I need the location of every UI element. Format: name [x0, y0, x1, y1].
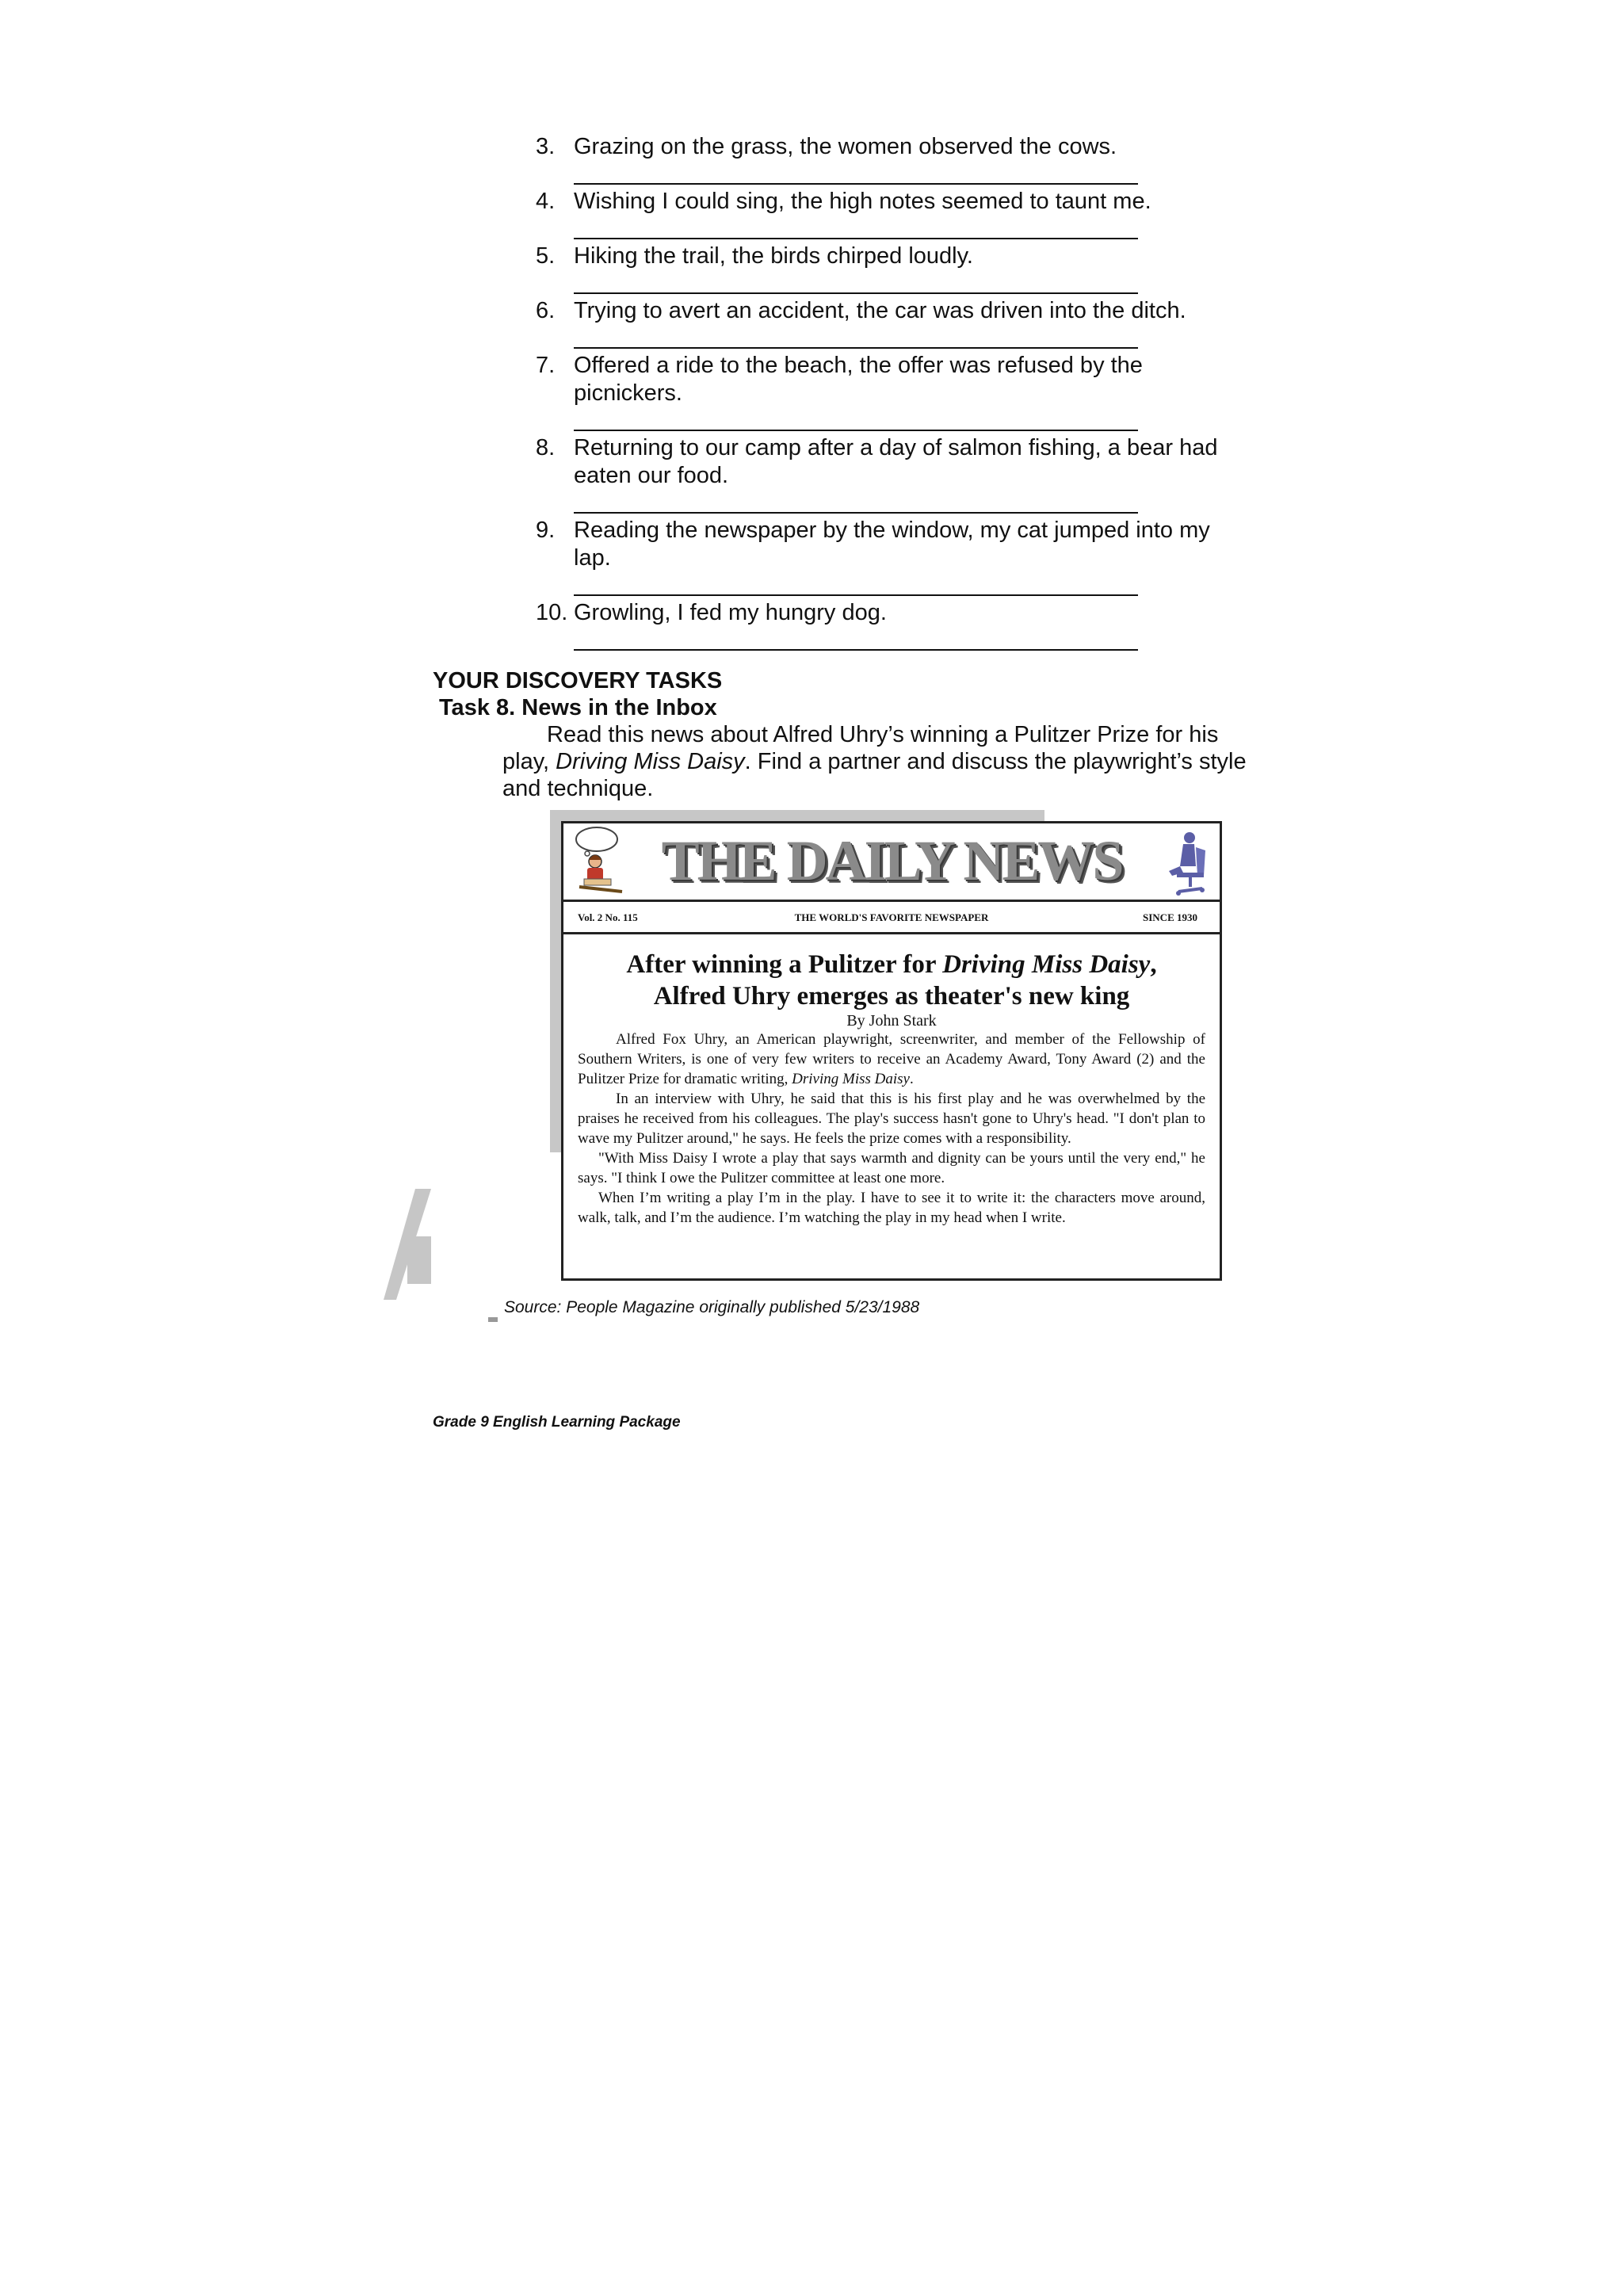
newspaper-name: THE DAILY NEWS [661, 829, 1122, 892]
exercise-item [536, 133, 1249, 185]
page-footer: Grade 9 English Learning Package [433, 1414, 681, 1431]
volume-number: Vol. 2 No. 115 [578, 911, 638, 923]
exercise-item [536, 188, 1249, 239]
answer-line[interactable] [574, 270, 1138, 294]
since-year: SINCE 1930 [1143, 911, 1197, 923]
answer-line[interactable] [574, 407, 1138, 431]
exercise-item [536, 243, 1249, 294]
exercise-number: 9. [536, 518, 556, 543]
exercise-number: 7. [536, 353, 556, 378]
newspaper-info-bar [563, 902, 1220, 934]
source-marker [488, 1317, 498, 1322]
exercise-item [536, 517, 1249, 596]
section-heading: YOUR DISCOVERY TASKS [433, 668, 723, 693]
newspaper-clipping [561, 821, 1222, 1281]
chair-clipart-icon [1161, 830, 1213, 896]
exercise-number: 5. [536, 243, 556, 269]
exercise-sentence: Trying to avert an accident, the car was driven into the ditch. [574, 298, 1186, 323]
exercise-sentence: Offered a ride to the beach, the offer was refused by the picnickers. [574, 353, 1143, 406]
exercise-sentence: Reading the newspaper by the window, my cat jumped into my lap. [574, 518, 1210, 571]
play-title: Driving Miss Daisy [556, 749, 745, 774]
answer-line[interactable] [574, 572, 1138, 596]
article-paragraph: Alfred Fox Uhry, an American playwright, screenwriter, and member of the Fellowship of Southern Writers, is one of very few writers to receive an Academy Award, Tony Award (2) and the Pulitzer Prize for dramatic writing, Driving Miss Daisy. [578, 1031, 1205, 1087]
article-paragraph: In an interview with Uhry, he said that this is his first play and he was overwhelmed by the praises he received from his colleagues. The play's success hasn't gone to Uhry's head. "I don't plan to wave my Pulitzer around," he says. He feels the prize comes with a responsibility. [578, 1091, 1205, 1147]
exercise-number: 3. [536, 134, 556, 159]
exercise-list [536, 133, 1249, 651]
answer-line[interactable] [574, 161, 1138, 185]
exercise-item [536, 352, 1249, 431]
article-paragraph: "With Miss Daisy I wrote a play that says warmth and dignity can be yours until the very end," he says. "I think I owe the Pulitzer committee at least one more. [578, 1150, 1205, 1186]
exercise-sentence: Wishing I could sing, the high notes seemed to taunt me. [574, 189, 1151, 214]
exercise-number: 10. [536, 600, 568, 625]
exercise-sentence: Grazing on the grass, the women observed the cows. [574, 134, 1117, 159]
answer-line[interactable] [574, 325, 1138, 349]
newspaper-masthead [563, 823, 1220, 902]
exercise-item [536, 599, 1249, 651]
article-byline: By John Stark [846, 1012, 937, 1030]
exercise-item [536, 297, 1249, 349]
answer-line[interactable] [574, 490, 1138, 514]
exercise-number: 4. [536, 189, 556, 214]
article-body [563, 1030, 1220, 1228]
task-heading: Task 8. News in the Inbox [439, 695, 717, 720]
answer-line[interactable] [574, 627, 1138, 651]
exercise-number: 8. [536, 435, 556, 460]
article-headline: After winning a Pulitzer for Driving Miss Daisy, Alfred Uhry emerges as theater's new king [626, 950, 1157, 1010]
exercise-number: 6. [536, 298, 556, 323]
watermark-mark [384, 1189, 431, 1300]
exercise-item [536, 434, 1249, 514]
source-citation: Source: People Magazine originally published 5/23/1988 [504, 1298, 920, 1316]
task-instructions: Read this news about Alfred Uhry’s winning a Pulitzer Prize for his play, Driving Miss Daisy. Find a partner and discuss the playwright’s style and technique. [502, 722, 1247, 801]
exercise-sentence: Growling, I fed my hungry dog. [574, 600, 887, 625]
discovery-section [433, 667, 1304, 802]
article-paragraph: When I’m writing a play I’m in the play. I have to see it to write it: the characters move around, walk, talk, and I’m the audience. I’m watching the play in my head when I write. [578, 1190, 1205, 1226]
exercise-sentence: Returning to our camp after a day of salmon fishing, a bear had eaten our food. [574, 435, 1218, 488]
answer-line[interactable] [574, 216, 1138, 239]
exercise-sentence: Hiking the trail, the birds chirped loudly. [574, 243, 973, 269]
newspaper-tagline: THE WORLD'S FAVORITE NEWSPAPER [794, 911, 989, 923]
